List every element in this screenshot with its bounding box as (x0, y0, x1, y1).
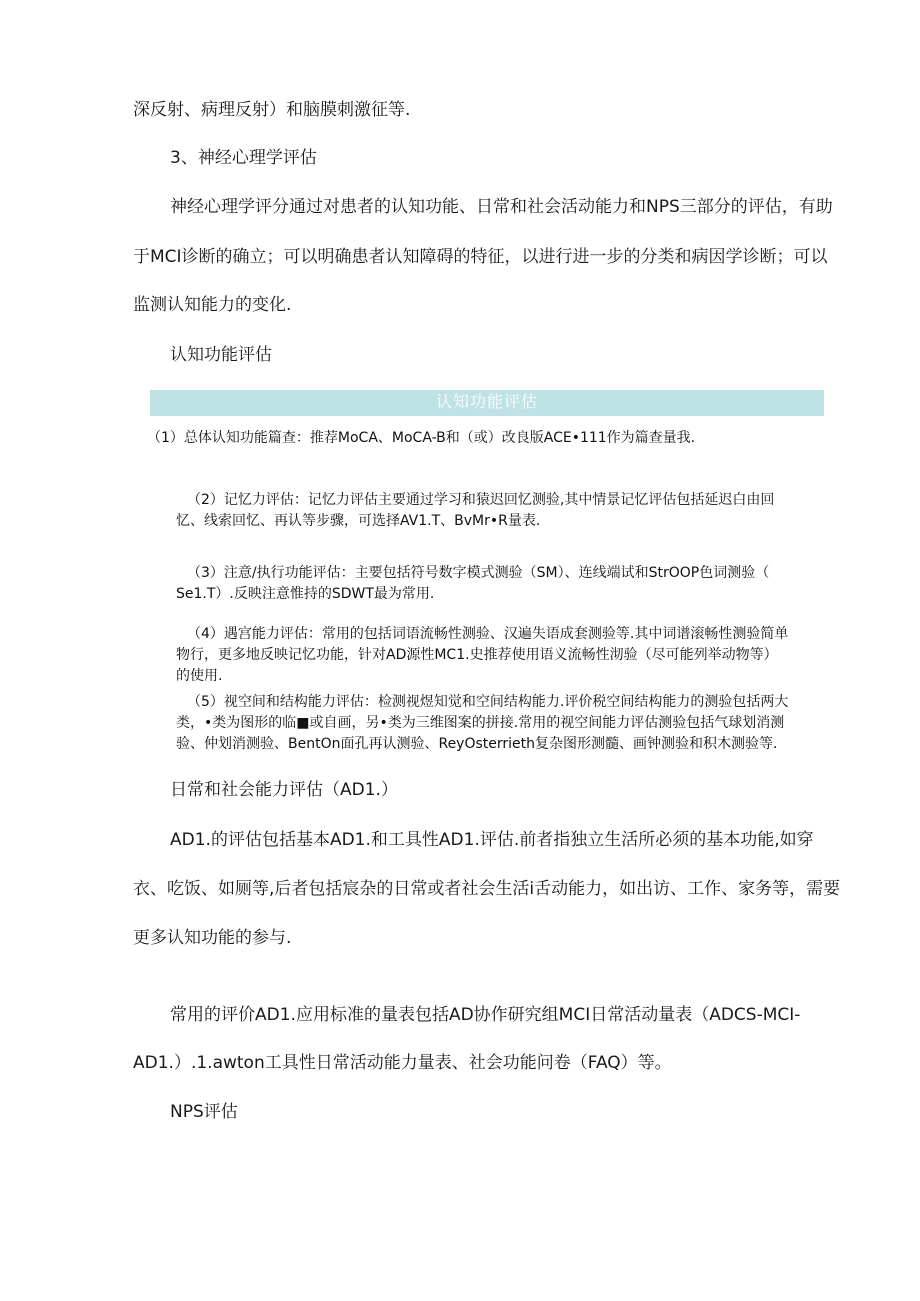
adl-heading: 日常和社会能力评估（AD1.） (170, 780, 398, 800)
nps-heading: NPS评估 (170, 1102, 238, 1122)
item-5-visuospatial-line-3: 验、仲划消测验、BentOn面孔再认测验、ReyOsterrieth复杂图形测髓、画钟测验和积木测验等. (176, 736, 778, 752)
item-4-language-line-3: 的使用. (176, 668, 223, 684)
intro-tail-text: 深反射、病理反射）和脑膜刺激征等. (133, 100, 411, 120)
item-4-language-line-1: （4）遇宫能力评估：常用的包括词语流畅性测验、汉遍失语成套测验等.其中词谱滚畅性测验简单 (187, 626, 789, 642)
section-3-paragraph-line-3: 监测认知能力的变化. (133, 295, 292, 315)
item-4-language-line-2: 物行，更多地反映记忆功能，针对AD源性MC1.史推荐使用语义流畅性沏验（尽可能列举动物等） (176, 647, 778, 663)
adl-paragraph-line-3: 更多认知功能的参与. (133, 928, 292, 948)
item-1-global-cognition: （1）总体认知功能篇查：推荐MoCA、MoCA-B和（或）改良版ACE•111作为篇查量我. (147, 430, 696, 446)
adl-paragraph-line-2: 衣、吃饭、如厕等,后者包括宸杂的日常或者社会生活i舌动能力，如出访、工作、家务等，需要 (133, 879, 841, 899)
item-2-memory-line-1: （2）记忆力评估：记忆力评估主要通过学习和猿迟回忆测验,其中情景记忆评估包括延迟白由回 (187, 492, 775, 508)
cognitive-assessment-heading: 认知功能评估 (170, 345, 272, 365)
item-3-attention-line-1: （3）注意/执行功能评估：主要包括符号数字模式测验（SM）、连线端试和StrOOP色词测验（ (187, 565, 770, 581)
scales-paragraph-line-2: AD1.）.1.awton工具性日常活动能力量表、社会功能问卷（FAQ）等。 (133, 1053, 672, 1073)
section-3-heading: 3、神经心理学评估 (170, 148, 317, 168)
item-5-visuospatial-line-1: （5）视空间和结构能力评估：检测视煜知觉和空间结构能力.评价税空间结构能力的测验包括两大 (187, 694, 789, 710)
item-3-attention-line-2: Se1.T）.反映注意惟持的SDWT最为常用. (176, 586, 435, 602)
item-5-visuospatial-line-2: 类，•类为图形的临■或自画，另•类为三维图案的拼接.常用的视空间能力评估测验包括气球划消测 (176, 715, 785, 731)
section-3-paragraph-line-2: 于MCI诊断的确立；可以明确患者认知障碍的特征，以进行进一步的分类和病因学诊断；可以 (133, 247, 828, 267)
scales-paragraph-line-1: 常用的评价AD1.应用标准的量表包括AD协作研究组MCI日常活动量表（ADCS-MCI- (170, 1005, 801, 1025)
cognitive-assessment-banner: 认知功能评估 (150, 390, 824, 416)
adl-paragraph-line-1: AD1.的评估包括基本AD1.和工具性AD1.评估.前者指独立生活所必须的基本功能,如穿 (170, 830, 814, 850)
section-3-paragraph-line-1: 神经心理学评分通过对患者的认知功能、日常和社会活动能力和NPS三部分的评估，有助 (170, 197, 833, 217)
item-2-memory-line-2: 忆、线索回忆、再认等步骤，可选择AV1.T、BvMr•R量表. (176, 513, 541, 529)
